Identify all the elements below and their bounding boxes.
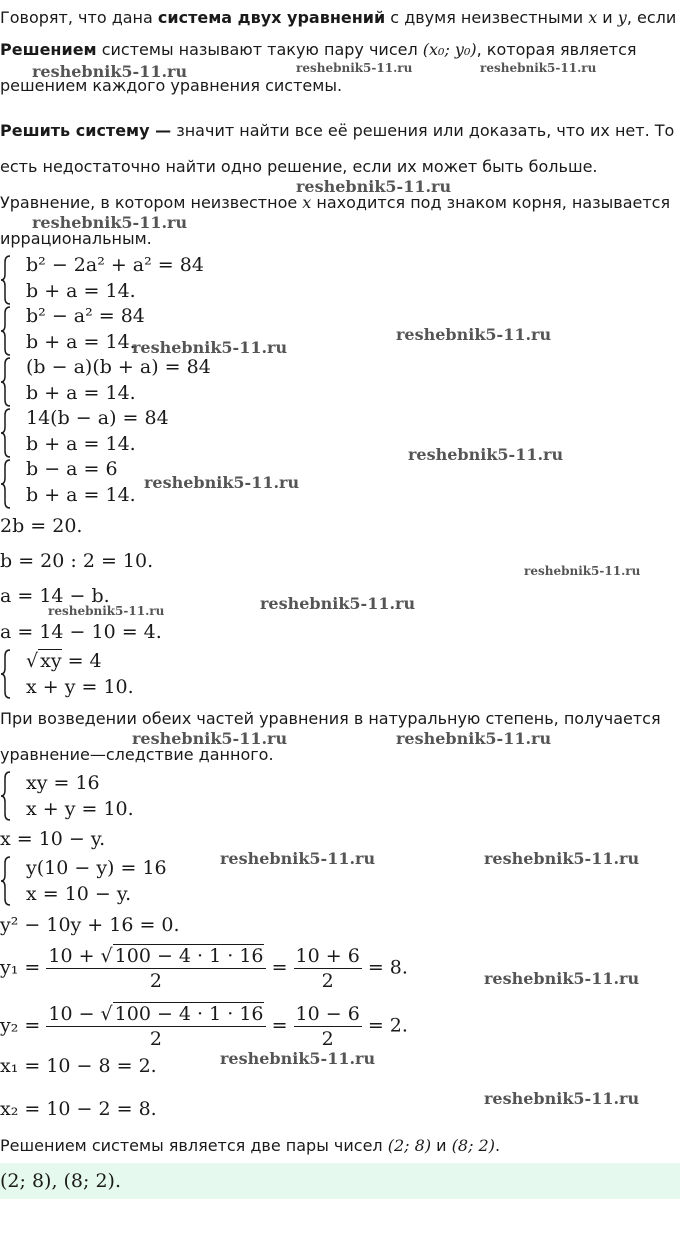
watermark: reshebnik5-11.ru bbox=[260, 594, 416, 613]
watermark: reshebnik5-11.ru bbox=[484, 969, 640, 988]
watermark: reshebnik5-11.ru bbox=[32, 62, 188, 81]
equation: 2b = 20. bbox=[0, 515, 83, 537]
equation: b − a = 6 bbox=[26, 458, 118, 480]
system-brace bbox=[0, 306, 11, 356]
sqrt-sign: √ bbox=[26, 650, 39, 672]
equation: x₁ = 10 − 8 = 2. bbox=[0, 1055, 157, 1077]
system-brace bbox=[0, 771, 11, 821]
definition-solution-line-2: решением каждого уравнения системы. bbox=[0, 76, 343, 95]
equation: x = 10 − y. bbox=[26, 883, 132, 905]
equation: a = 14 − b. bbox=[0, 585, 110, 607]
definition-system-line: Говорят, что дана система двух уравнений с двумя неизвестными x и y, если bbox=[0, 8, 677, 27]
fraction: $\frac{10 - √ 100 - 4 \cdot 1 \cdot 16}{2}$ bbox=[48, 1003, 264, 1050]
watermark: reshebnik5-11.ru bbox=[132, 338, 288, 357]
system-brace bbox=[0, 357, 11, 407]
definition-irrational-line-2: иррациональным. bbox=[0, 229, 152, 248]
watermark: reshebnik5-11.ru bbox=[296, 61, 413, 75]
system-brace bbox=[0, 408, 11, 458]
equation: a = 14 − 10 = 4. bbox=[0, 621, 162, 643]
watermark: reshebnik5-11.ru bbox=[484, 849, 640, 868]
definition-solve-line-2: есть недостаточно найти одно решение, если их может быть больше. bbox=[0, 157, 598, 176]
watermark: reshebnik5-11.ru bbox=[220, 1049, 376, 1068]
system-brace bbox=[0, 255, 11, 305]
watermark: reshebnik5-11.ru bbox=[296, 177, 452, 196]
watermark: reshebnik5-11.ru bbox=[524, 564, 641, 578]
watermark: reshebnik5-11.ru bbox=[132, 729, 288, 748]
equation: x₂ = 10 − 2 = 8. bbox=[0, 1098, 157, 1120]
radicand: xy bbox=[40, 650, 62, 672]
equation: b + a = 14. bbox=[26, 382, 136, 404]
equation-root bbox=[26, 650, 102, 672]
equation: b + a = 14. bbox=[26, 331, 136, 353]
equation: b + a = 14. bbox=[26, 280, 136, 302]
y2-formula: y₂ = $\frac{10 - √ 100 - 4 \cdot 1 \cdot 16}{2}$ = $\frac{10 - 6}{2}$ = 2. bbox=[0, 1003, 408, 1050]
conclusion-line: Решением системы является две пары чисел (2; 8) и (8; 2). bbox=[0, 1136, 501, 1155]
watermark: reshebnik5-11.ru bbox=[408, 445, 564, 464]
equation: x = 10 − y. bbox=[0, 828, 106, 850]
definition-solve-line-1: Решить систему — значит найти все её решения или доказать, что их нет. То bbox=[0, 121, 675, 140]
equation: x + y = 10. bbox=[26, 676, 134, 698]
equation: b + a = 14. bbox=[26, 433, 136, 455]
watermark: reshebnik5-11.ru bbox=[48, 604, 165, 618]
watermark: reshebnik5-11.ru bbox=[144, 473, 300, 492]
watermark: reshebnik5-11.ru bbox=[480, 61, 597, 75]
fraction: $\frac{10 - 6}{2}$ bbox=[295, 1003, 360, 1050]
equation: y(10 − y) = 16 bbox=[26, 857, 167, 879]
system-brace bbox=[0, 856, 11, 906]
equation: (b − a)(b + a) = 84 bbox=[26, 356, 211, 378]
definition-solution-line-1: Решением системы называют такую пару чисел (x₀; y₀), которая является bbox=[0, 40, 637, 59]
watermark: reshebnik5-11.ru bbox=[396, 729, 552, 748]
equation: b² − 2a² + a² = 84 bbox=[26, 254, 204, 276]
equation: y² − 10y + 16 = 0. bbox=[0, 914, 180, 936]
consequence-line-1: При возведении обеих частей уравнения в натуральную степень, получается bbox=[0, 709, 661, 728]
answer: (2; 8), (8; 2). bbox=[0, 1170, 122, 1192]
fraction: $\frac{10 + 6}{2}$ bbox=[295, 945, 360, 992]
equation-rest: = 4 bbox=[61, 650, 102, 672]
definition-irrational-line-1: Уравнение, в котором неизвестное x находится под знаком корня, называется bbox=[0, 193, 671, 212]
y1-formula: y₁ = $\frac{10 + √ 100 - 4 \cdot 1 \cdot 16}{2}$ = $\frac{10 + 6}{2}$ = 8. bbox=[0, 945, 408, 992]
equation: x + y = 10. bbox=[26, 798, 134, 820]
watermark: reshebnik5-11.ru bbox=[484, 1089, 640, 1108]
system-brace bbox=[0, 459, 11, 509]
watermark: reshebnik5-11.ru bbox=[32, 213, 188, 232]
equation: xy = 16 bbox=[26, 772, 100, 794]
equation: 14(b − a) = 84 bbox=[26, 407, 169, 429]
equation: b = 20 : 2 = 10. bbox=[0, 550, 154, 572]
fraction: $\frac{10 + √ 100 - 4 \cdot 1 \cdot 16}{2}$ bbox=[48, 945, 264, 992]
consequence-line-2: уравнение—следствие данного. bbox=[0, 745, 274, 764]
watermark: reshebnik5-11.ru bbox=[396, 325, 552, 344]
equation: b + a = 14. bbox=[26, 484, 136, 506]
system-brace bbox=[0, 649, 11, 699]
equation: b² − a² = 84 bbox=[26, 305, 145, 327]
watermark: reshebnik5-11.ru bbox=[220, 849, 376, 868]
